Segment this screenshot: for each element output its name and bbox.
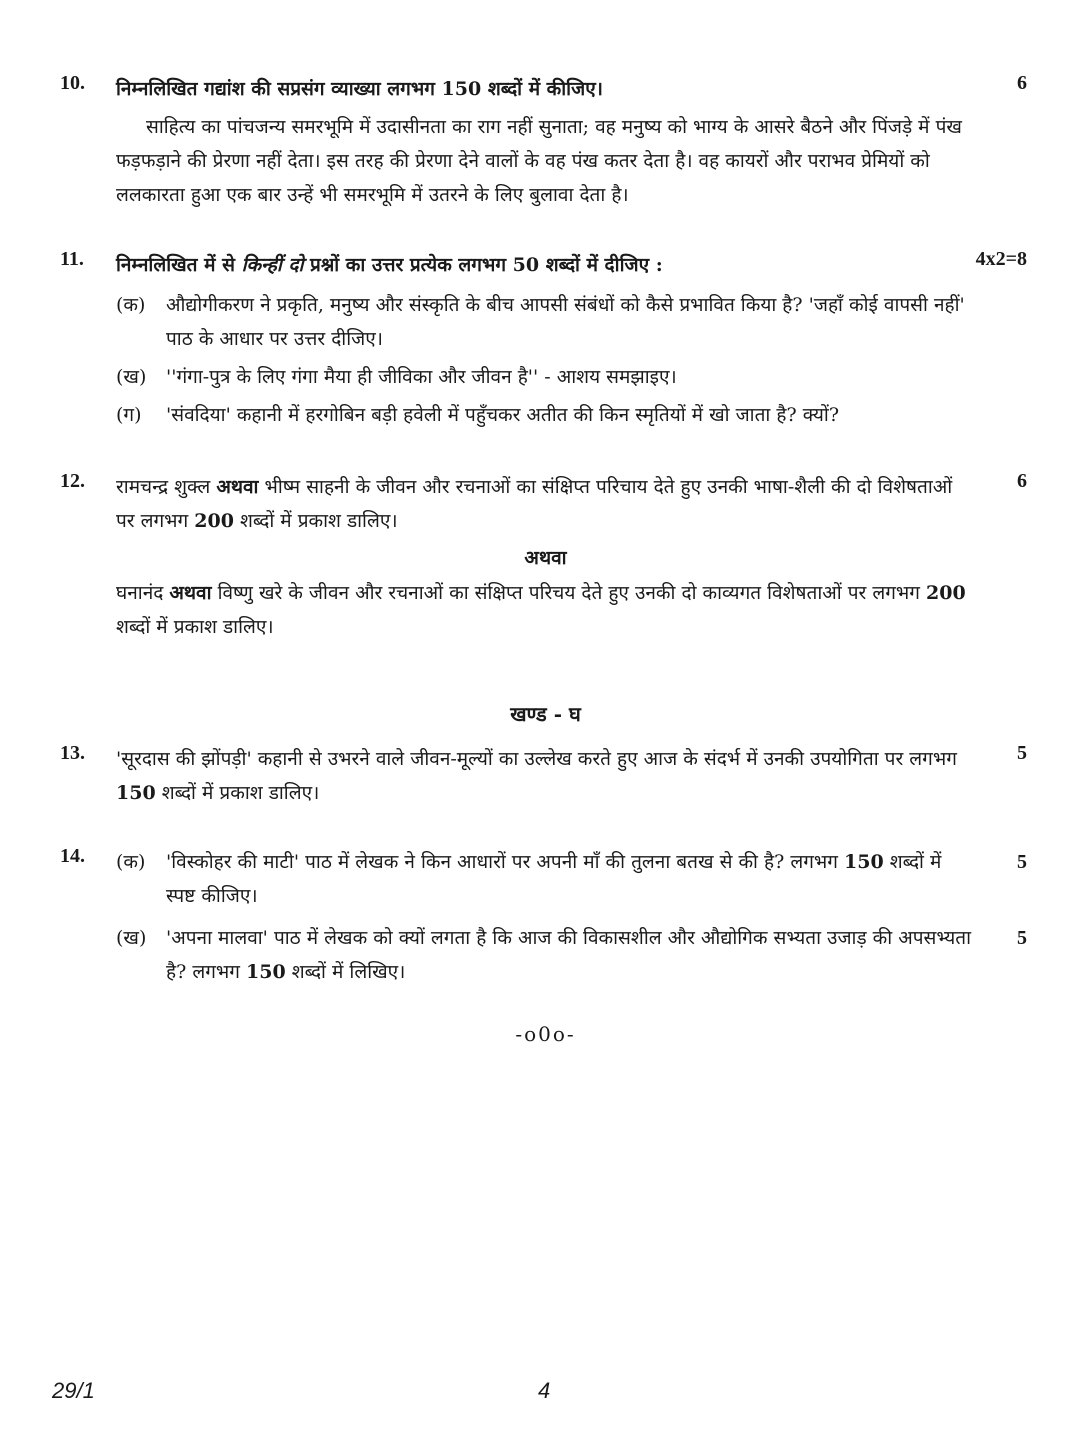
question-text: रामचन्द्र शुक्ल अथवा भीष्म साहनी के जीवन और रचनाओं का संक्षिप्त परिचाय देते हुए उनकी भाषा-शैली की दो विशेषताओं पर लगभग 200 शब्दों में प्रकाश डालिए। xyxy=(116,476,953,532)
end-mark: -o0o- xyxy=(515,1022,576,1046)
sub-label: (ग) xyxy=(116,404,142,426)
sub-text: औद्योगीकरण ने प्रकृति, मनुष्य और संस्कृति के बीच आपसी संबंधों को कैसे प्रभावित किया है? 'जहाँ कोई वापसी नहीं' पाठ के आधार पर उत्तर दीजिए। xyxy=(166,294,965,350)
emphasis: किन्हीं दो xyxy=(241,254,304,276)
sub-marks: 5 xyxy=(1017,851,1027,873)
question-marks: 6 xyxy=(1017,72,1027,94)
sub-text: 'संवदिया' कहानी में हरगोबिन बड़ी हवेली में पहुँचकर अतीत की किन स्मृतियों में खो जाता है? क्यों? xyxy=(166,404,840,426)
question-title: निम्नलिखित गद्यांश की सप्रसंग व्याख्या लगभग 150 शब्दों में कीजिए। xyxy=(116,78,603,100)
question-text: 'सूरदास की झोंपड़ी' कहानी से उभरने वाले जीवन-मूल्यों का उल्लेख करते हुए आज के संदर्भ में उनकी उपयोगिता पर लगभग 150 शब्दों में प्रकाश डालिए। xyxy=(116,748,957,804)
sub-question-ka: (क) 5 'विस्कोहर की माटी' पाठ में लेखक ने किन आधारों पर अपनी माँ की तुलना बतख से की है? लगभग 150 शब्दों में स्पष्ट कीजिए। xyxy=(116,845,975,913)
question-10 xyxy=(60,72,1035,212)
question-12 xyxy=(60,470,1035,644)
sub-text: ''गंगा-पुत्र के लिए गंगा मैया ही जीविका और जीवन है'' - आशय समझाइए। xyxy=(166,366,677,388)
page-number: 4 xyxy=(538,1378,551,1403)
passage: साहित्य का पांचजन्य समरभूमि में उदासीनता का राग नहीं सुनाता; वह मनुष्य को भाग्य के आसरे बैठने और पिंजड़े में पंख फड़फड़ाने की प्रेरणा नहीं देता। इस तरह की प्रेरणा देने वालों के वह पंख कतर देता है। वह कायरों और पराभव प्रेमियों को ललकारता हुआ एक बार उन्हें भी समरभूमि में उतरने के लिए बुलावा देता है। xyxy=(116,116,962,206)
sub-question-ka xyxy=(116,288,975,356)
sub-question-kha: (ख) 5 'अपना मालवा' पाठ में लेखक को क्यों लगता है कि आज की विकासशील और औद्योगिक सभ्यता उजाड़ की अपसभ्यता है? लगभग 150 शब्दों में लिखिए। xyxy=(116,921,975,989)
sub-label: (ख) xyxy=(116,366,147,388)
question-marks: 4x2=8 xyxy=(975,248,1027,270)
sub-label: (ख) xyxy=(116,927,147,949)
or-heading: अथवा xyxy=(524,547,567,569)
paper-code: 29/1 xyxy=(52,1378,95,1403)
sub-question-ga xyxy=(116,398,975,432)
sub-label: (क) xyxy=(116,294,146,316)
question-number: 12. xyxy=(60,470,85,492)
question-14 xyxy=(60,845,1035,989)
question-number: 13. xyxy=(60,742,85,764)
sub-question-kha xyxy=(116,360,975,394)
question-number: 14. xyxy=(60,845,85,867)
question-text-alt: घनानंद अथवा विष्णु खरे के जीवन और रचनाओं का संक्षिप्त परिचय देते हुए उनकी दो काव्यगत विशेषताओं पर लगभग 200 शब्दों में प्रकाश डालिए। xyxy=(116,582,966,638)
question-number: 11. xyxy=(60,248,84,270)
sub-label: (क) xyxy=(116,851,146,873)
question-11 xyxy=(60,248,1035,432)
question-title: निम्नलिखित में से किन्हीं दो प्रश्नों का उत्तर प्रत्येक लगभग 50 शब्दों में दीजिए : xyxy=(116,254,663,276)
question-number: 10. xyxy=(60,72,85,94)
question-13 xyxy=(60,742,1035,810)
section-heading: खण्ड - घ xyxy=(510,702,581,726)
question-marks: 5 xyxy=(1017,742,1027,764)
sub-marks: 5 xyxy=(1017,927,1027,949)
question-marks: 6 xyxy=(1017,470,1027,492)
